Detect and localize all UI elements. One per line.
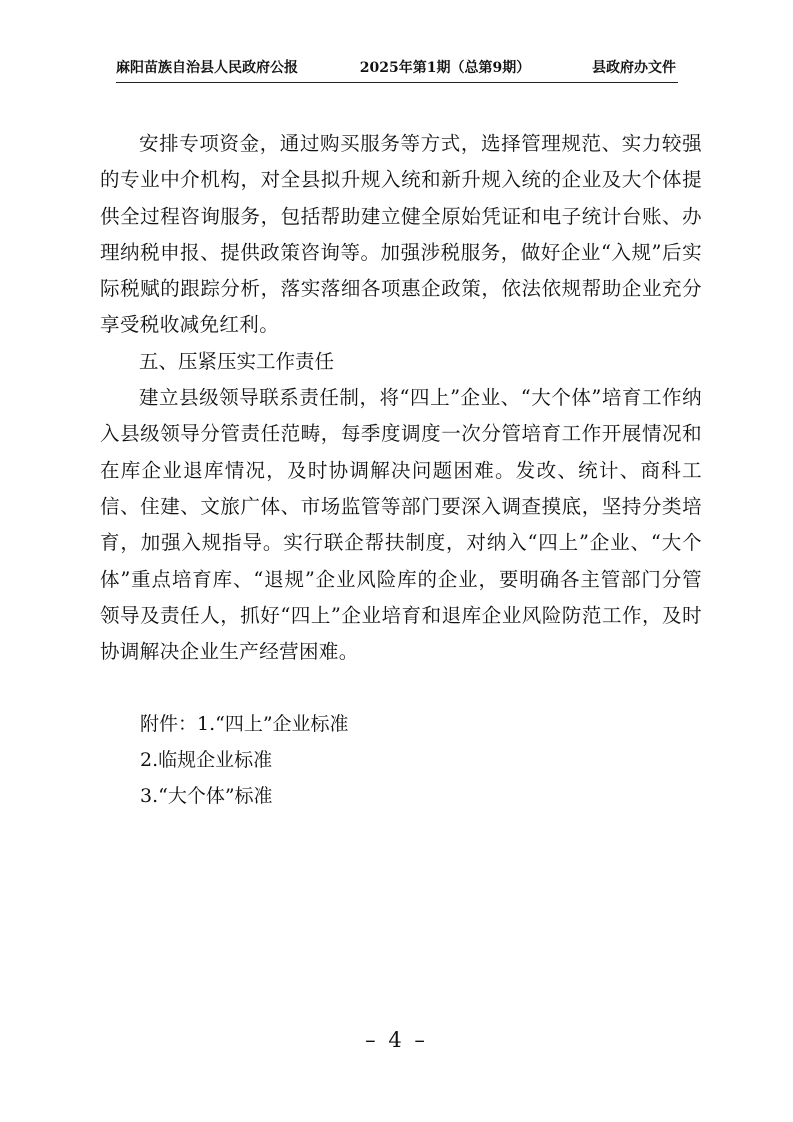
paragraph-service: 安排专项资金，通过购买服务等方式，选择管理规范、实力较强的专业中介机构，对全县拟升规入统和新升规入统的企业及大个体提供全过程咨询服务，包括帮助建立健全原始凭证和电子统计台账、办理纳税申报、提供政策咨询等。加强涉税服务，做好企业“入规”后实际税赋的跟踪分析，落实落细各项惠企政策，依法依规帮助企业充分享受税收减免红利。 xyxy=(100,132,702,337)
header-rule xyxy=(116,82,678,83)
section-heading-five: 五、压紧压实工作责任 xyxy=(139,349,335,373)
attachment-item-2: 2.临规企业标准 xyxy=(140,749,273,772)
paragraph-responsibility: 建立县级领导联系责任制，将“四上”企业、“大个体”培育工作纳入县级领导分管责任范畴，每季度调度一次分管培育工作开展情况和在库企业退库情况，及时协调解决问题困难。发改、统计、商科工信、住建、文旅广体、市场监管等部门要深入调查摸底，坚持分类培育，加强入规指导。实行联企帮扶制度，对纳入“四上”企业、“大个体”重点培育库、“退规”企业风险库的企业，要明确各主管部门分管领导及责任人，抓好“四上”企业培育和退库企业风险防范工作，及时协调解决企业生产经营困难。 xyxy=(100,386,702,664)
running-header xyxy=(116,56,676,78)
header-publication: 麻阳苗族自治县人民政府公报 xyxy=(116,60,298,76)
header-issue: 2025年第1期（总第9期） xyxy=(359,60,531,76)
attachments-list xyxy=(100,706,702,814)
attachment-item-3: 3.“大个体”标准 xyxy=(140,785,273,808)
document-body xyxy=(100,126,702,814)
page-number: – 4 – xyxy=(365,1028,428,1052)
header-section: 县政府办文件 xyxy=(591,60,676,76)
attachment-item-1: 附件：1.“四上”企业标准 xyxy=(140,713,349,736)
